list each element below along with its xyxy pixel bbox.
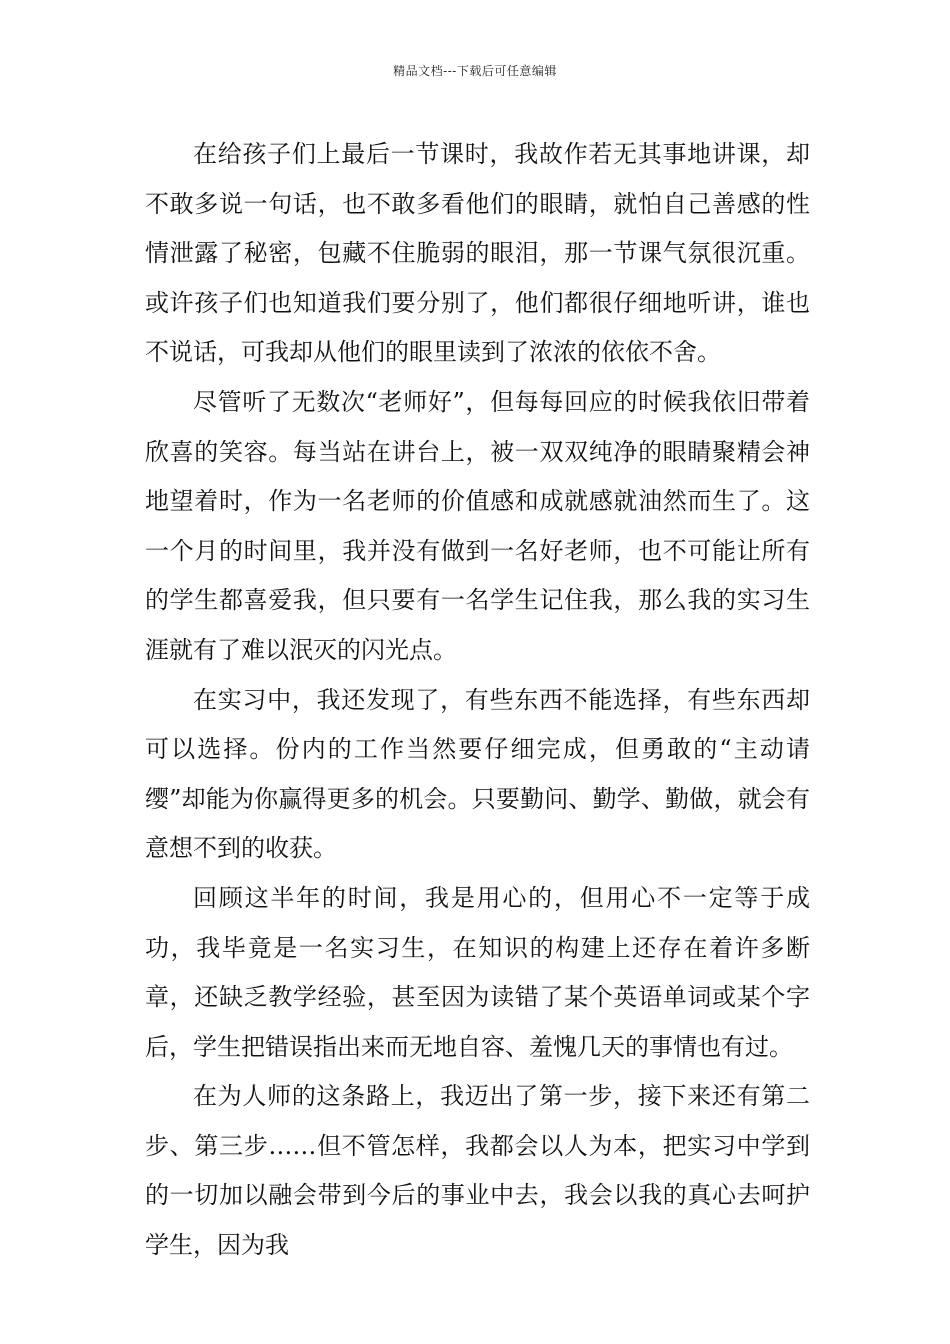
- paragraph-2: 尽管听了无数次“老师好”，但每每回应的时候我依旧带着欣喜的笑容。每当站在讲台上，被一双双纯净的眼睛聚精会神地望着时，作为一名老师的价值感和成就感就油然而生了。这一个月的时间里，我并没有做到一名好老师，也不可能让所有的学生都喜爱我，但只要有一名学生记住我，那么我的实习生涯就有了难以泯灭的闪光点。: [145, 387, 810, 664]
- page-header: 精品文档---下载后可任意编辑: [393, 64, 557, 78]
- document-body: [145, 130, 810, 1271]
- paragraph-3: 在实习中，我还发现了，有些东西不能选择，有些东西却可以选择。份内的工作当然要仔细完成，但勇敢的“主动请缨”却能为你赢得更多的机会。只要勤问、勤学、勤做，就会有意想不到的收获。: [145, 685, 810, 863]
- paragraph-4: 回顾这半年的时间，我是用心的，但用心不一定等于成功，我毕竟是一名实习生，在知识的构建上还存在着许多断章，还缺乏教学经验，甚至因为读错了某个英语单词或某个字后，学生把错误指出来而无地自容、羞愧几天的事情也有过。: [145, 883, 810, 1061]
- paragraph-1: 在给孩子们上最后一节课时，我故作若无其事地讲课，却不敢多说一句话，也不敢多看他们的眼睛，就怕自己善感的性情泄露了秘密，包藏不住脆弱的眼泪，那一节课气氛很沉重。或许孩子们也知道我们要分别了，他们都很仔细地听讲，谁也不说话，可我却从他们的眼里读到了浓浓的依依不舍。: [145, 140, 810, 367]
- paragraph-5: 在为人师的这条路上，我迈出了第一步，接下来还有第二步、第三步……但不管怎样，我都会以人为本，把实习中学到的一切加以融会带到今后的事业中去，我会以我的真心去呵护学生，因为我: [145, 1082, 810, 1260]
